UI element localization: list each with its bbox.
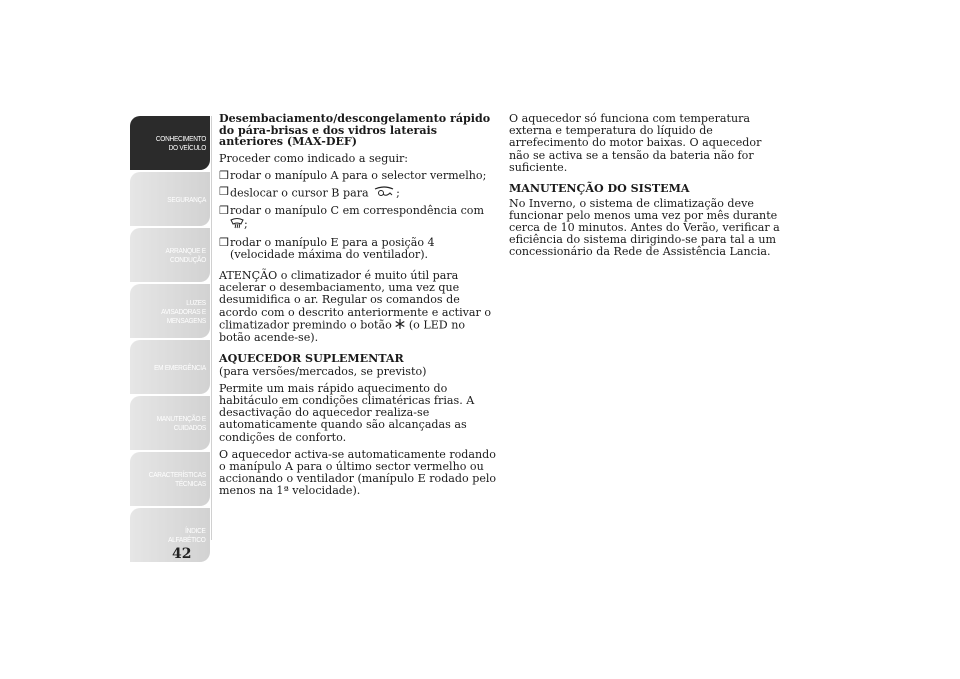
checkbox-bullet-icon: ❒ xyxy=(219,235,229,249)
checkbox-bullet-icon: ❒ xyxy=(219,204,229,218)
left-column xyxy=(219,113,499,503)
heater-paragraph-2: O aquecedor activa-se automaticamente rodando o manípulo A para o último sector vermelho ou accionando o ventilador (manípulo E rodado pelo menos na 1ª velocidade). xyxy=(219,447,497,498)
intro-text: Proceder como indicado a seguir: xyxy=(219,151,409,165)
maintenance-heading: MANUTENÇÃO DO SISTEMA xyxy=(509,182,690,196)
snowflake-icon xyxy=(395,319,405,332)
tab-arranque-e-conducao[interactable]: ARRANQUE E CONDUÇÃO xyxy=(130,228,210,282)
tab-caracteristicas-tecnicas[interactable]: CARACTERÍSTICAS TÉCNICAS xyxy=(130,452,210,506)
tab-em-emergencia[interactable]: EM EMERGÊNCIA xyxy=(130,340,210,394)
tab-conhecimento-do-veiculo[interactable]: CONHECIMENTO DO VEÍCULO xyxy=(130,116,210,170)
list-item: ❒ rodar o manípulo E para a posição 4 (velocidade máxima do ventilador). xyxy=(219,235,435,261)
list-item: ❒ rodar o manípulo A para o selector vermelho; xyxy=(219,168,487,182)
page-number: 42 xyxy=(172,546,192,562)
tab-luzes-avisadoras[interactable]: LUZES AVISADORAS E MENSAGENS xyxy=(130,284,210,338)
maintenance-paragraph: No Inverno, o sistema de climatização deve funcionar pelo menos uma vez por mês durante cerca de 10 minutos. Antes do Verão, verificar a eficiência do sistema dirigindo-se para tal a um concessionário da Rede de Assistência Lancia. xyxy=(509,196,780,259)
list-item: ❒ rodar o manípulo C em correspondência com ; xyxy=(219,204,484,231)
heater-conditions-paragraph: O aquecedor só funciona com temperatura externa e temperatura do líquido de arrefecimento do motor baixas. O aquecedor não se activa se a tensão da bateria não for suficiente. xyxy=(509,112,762,174)
heater-paragraph-1: Permite um mais rápido aquecimento do habitáculo em condições climatéricas frias. A desactivação do aquecedor realiza-se automaticamente quando são alcançadas as condições de conforto. xyxy=(219,381,475,444)
heater-subtitle: (para versões/mercados, se previsto) xyxy=(219,364,427,378)
heater-heading: AQUECEDOR SUPLEMENTAR xyxy=(219,352,404,366)
tab-seguranca[interactable]: SEGURANÇA xyxy=(130,172,210,226)
section-heading-max-def: Desembaciamento/descongelamento rápido do pára-brisas e dos vidros laterais anteriores (MAX-DEF) xyxy=(219,112,491,148)
list-item: ❒ deslocar o cursor B para ; xyxy=(219,184,400,200)
windshield-vent-airflow-icon xyxy=(372,186,396,201)
checkbox-bullet-icon: ❒ xyxy=(219,168,229,182)
tab-manutencao-e-cuidados[interactable]: MANUTENÇÃO E CUIDADOS xyxy=(130,396,210,450)
tab-indice-alfabetico[interactable]: ÍNDICE ALFABÉTICO xyxy=(130,508,210,562)
windshield-defrost-icon xyxy=(230,217,244,232)
checkbox-bullet-icon: ❒ xyxy=(219,184,229,198)
right-column xyxy=(509,113,784,264)
sidebar-divider xyxy=(211,116,212,540)
attention-paragraph: ATENÇÃO o climatizador é muito útil para acelerar o desembaciamento, uma vez que desumidifica o ar. Regular os comandos de acordo com o descrito anteriormente e activar o climatizador premindo o botão (o LED no botão acende-se). xyxy=(219,268,492,344)
